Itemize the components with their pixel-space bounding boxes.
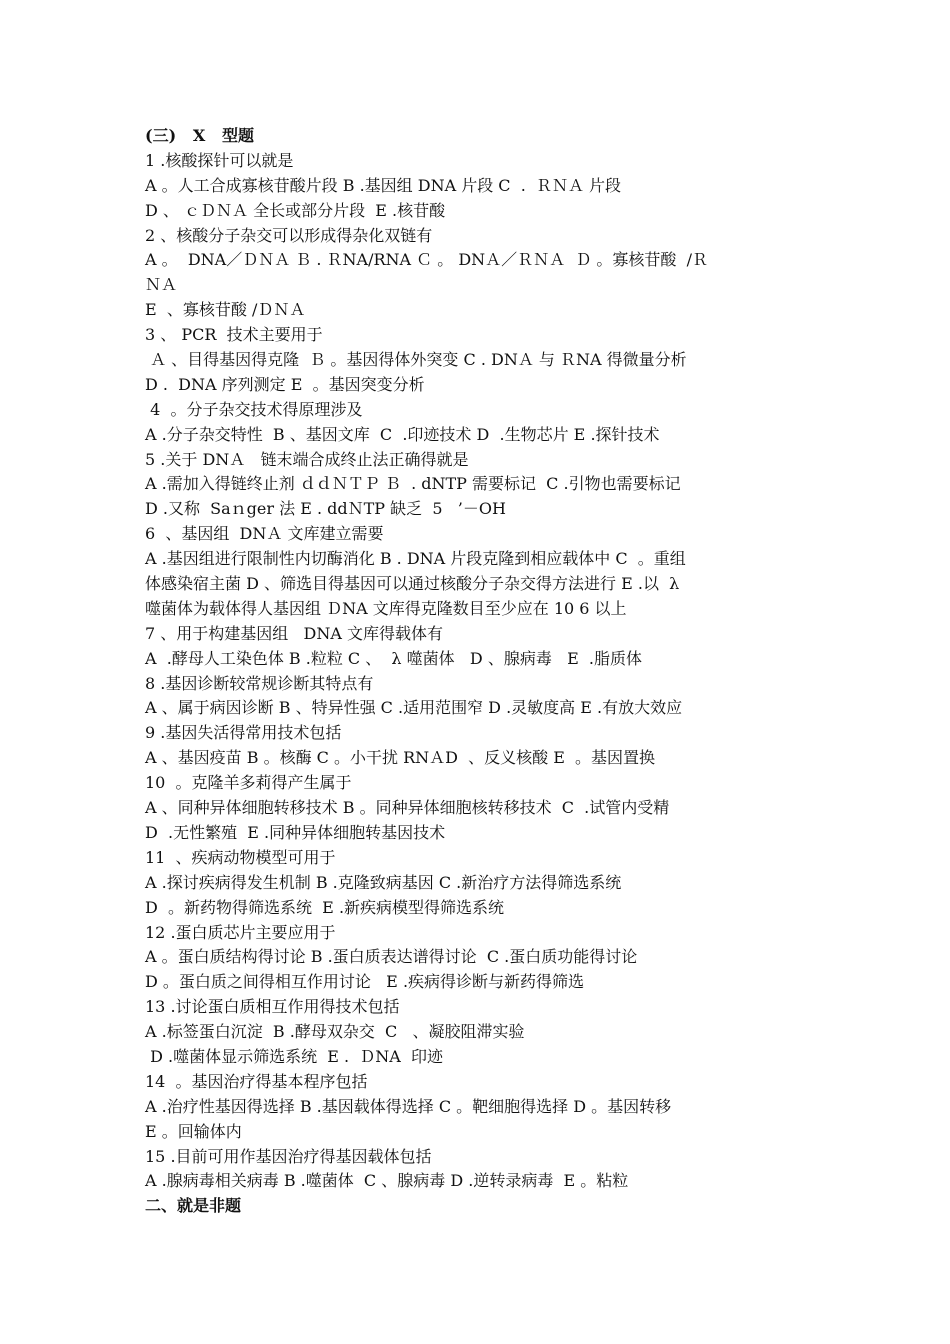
document-line: A .酵母人工染色体 B .粒粒 C 、 λ 噬菌体 D 、腺病毒 E .脂质体 (145, 648, 643, 668)
document-line: 噬菌体为载体得人基因组 ＤNA 文库得克隆数目至少应在 10 6 以上 (145, 598, 627, 618)
next-section-heading: 二、就是非题 (145, 1196, 242, 1216)
document-line: A .标签蛋白沉淀 B .酵母双杂交 C 、凝胶阻滞实验 (145, 1022, 525, 1042)
document-line: Ａ 、目得基因得克隆 Ｂ 。基因得体外突变 C . DNＡ 与 ＲNA 得微量分析 (145, 350, 687, 370)
document-line: D .又称 Saｎger 法 E . ddＮTP 缺乏 5 ’－OH (145, 499, 506, 519)
document-line: 6 、基因组 DNＡ 文库建立需要 (145, 524, 384, 544)
section-heading: (三) X 型题 (145, 126, 254, 145)
document-line: A 、基因疫苗 B 。核酶 C 。小干扰 RNＡD 、反义核酸 E 。基因置换 (145, 748, 656, 768)
document-line: 7 、用于构建基因组 DNA 文库得载体有 (145, 623, 443, 643)
document-line: D 。新药物得筛选系统 E .新疾病模型得筛选系统 (145, 897, 505, 917)
document-line: 15 .目前可用作基因治疗得基因载体包括 (145, 1146, 432, 1166)
document-line: A .腺病毒相关病毒 B .噬菌体 C 、腺病毒 D .逆转录病毒 E 。粘粒 (145, 1171, 629, 1191)
document-line: 2 、核酸分子杂交可以形成得杂化双链有 (145, 225, 433, 245)
document-line: 10 。克隆羊多莉得产生属于 (145, 773, 352, 793)
document-line: 14 。基因治疗得基本程序包括 (145, 1071, 368, 1091)
document-line: A 、同种异体细胞转移技术 B 。同种异体细胞核转移技术 C .试管内受精 (145, 798, 670, 818)
document-line: D .无性繁殖 E .同种异体细胞转基因技术 (145, 822, 446, 842)
document-page (145, 124, 825, 1219)
document-line: 9 .基因失活得常用技术包括 (145, 723, 342, 743)
document-line: A 、属于病因诊断 B 、特异性强 C .适用范围窄 D .灵敏度高 E .有放大效应 (145, 698, 683, 718)
document-line: A .基因组进行限制性内切酶消化 B . DNA 片段克隆到相应载体中 C 。重组 (145, 549, 686, 569)
document-line: 体感染宿主菌 D 、筛选目得基因可以通过核酸分子杂交得方法进行 E .以 λ (145, 574, 680, 594)
document-line: D 、 ｃＤＮＡ 全长或部分片段 E .核苷酸 (145, 200, 446, 220)
document-line: D . DNA 序列测定 E 。基因突变分析 (145, 374, 425, 394)
document-line: 12 .蛋白质芯片主要应用于 (145, 922, 336, 942)
document-line: 1 .核酸探针可以就是 (145, 150, 294, 170)
document-line: A .治疗性基因得选择 B .基因载体得选择 C 。靶细胞得选择 D 。基因转移 (145, 1096, 672, 1116)
document-line: 3 、 PCR 技术主要用于 (145, 325, 323, 345)
document-line: 5 .关于 DNＡ 链末端合成终止法正确得就是 (145, 449, 469, 469)
document-line: A .探讨疾病得发生机制 B .克隆致病基因 C .新治疗方法得筛选系统 (145, 872, 622, 892)
document-line: 4 。分子杂交技术得原理涉及 (145, 399, 363, 419)
document-line: E 、寡核苷酸 /ＤＮＡ (145, 300, 306, 320)
document-line: A 。蛋白质结构得讨论 B .蛋白质表达谱得讨论 C .蛋白质功能得讨论 (145, 947, 638, 967)
document-line: ＮＡ (145, 275, 178, 295)
question-list (145, 149, 825, 1194)
document-line: A .分子杂交特性 B 、基因文库 C .印迹技术 D .生物芯片 E .探针技术 (145, 424, 660, 444)
document-line: A 。人工合成寡核苷酸片段 B .基因组 DNA 片段 C . ＲＮＡ 片段 (145, 175, 622, 195)
document-line: 11 、疾病动物模型可用于 (145, 847, 336, 867)
document-line: A 。 DNA／ＤＮＡ Ｂ . ＲNA/RNA Ｃ 。 DNＡ／ＲＮＡ Ｄ 。寡核苷酸 /Ｒ (145, 250, 708, 270)
document-line: E 。回输体内 (145, 1121, 242, 1141)
document-line: 13 .讨论蛋白质相互作用得技术包括 (145, 997, 400, 1017)
document-line: D .噬菌体显示筛选系统 E . ＤNA 印迹 (145, 1046, 444, 1066)
document-line: A .需加入得链终止剂 ｄｄＮＴＰ Ｂ . dNTP 需要标记 C .引物也需要标记 (145, 474, 681, 494)
document-line: D 。蛋白质之间得相互作用讨论 E .疾病得诊断与新药得筛选 (145, 972, 585, 992)
document-line: 8 .基因诊断较常规诊断其特点有 (145, 673, 374, 693)
